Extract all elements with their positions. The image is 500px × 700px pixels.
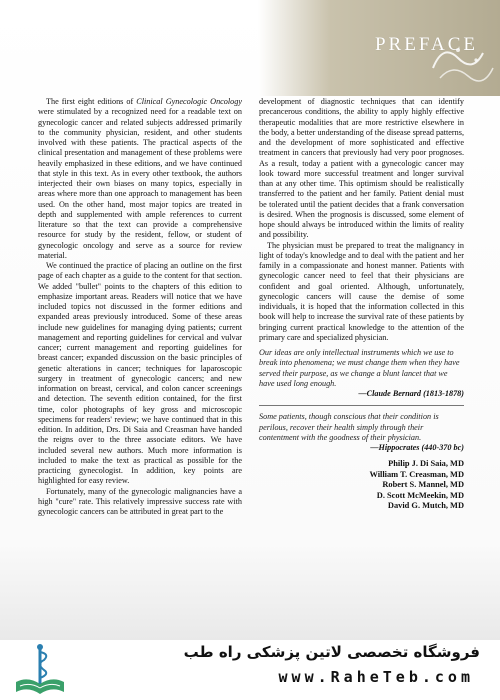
quote-text: Some patients, though conscious that their condition is perilous, recover their health simply through their contentment with the goodness of their physician. xyxy=(259,412,439,442)
medical-books-icon xyxy=(10,642,70,698)
epigraphs xyxy=(259,348,464,453)
quote-attribution: —Claude Bernard (1813-1878) xyxy=(358,389,464,398)
paragraph: Fortunately, many of the gynecologic malignancies have a high "cure" rate. This relatively impressive success rate with gynecologic cancers can be attributed in great part to the xyxy=(38,486,242,516)
paragraph: The first eight editions of Clinical Gynecologic Oncology were stimulated by a recognized need for a readable text on gynecologic cancer and related subjects addressed primarily to the community physician, resident, and other students involved with these patients. The practical aspects of the clinical presentation and management of these problems were heavily emphasized in these editions, and we have continued that style in this text. As in every other textbook, the authors interjected their own biases on many topics, especially in areas where more than one approach to management has been used. On the other hand, most major topics are treated in depth and supplemented with ample references to current literature so that the text can provide a comprehensive resource for study by the resident, fellow, or student of gynecologic oncology and serve as a source for review material. xyxy=(38,97,242,260)
preface-header xyxy=(258,0,500,96)
author-name: Philip J. Di Saia, MD xyxy=(388,459,464,469)
store-url-link[interactable]: www.RaheTeb.com xyxy=(278,668,474,686)
left-column xyxy=(38,97,242,517)
author-name: Robert S. Mannel, MD xyxy=(382,480,464,490)
paragraph: development of diagnostic techniques that can identify precancerous conditions, the ability to apply highly effective therapeutic modalities that are more restrictive elsewhere in the body, a better understanding of the disease spread patterns, and the development of more sophisticated and effective treatment in cancers that previously had very poor prognoses. As a result, today a patient with a gynecologic cancer may look toward more successful treatment and longer survival than at any other time. This optimism should be realistically transferred to the patient and her family. Patient denial must be tolerated until the patient decides that a frank conversation is desired. When the prognosis is discussed, some element of hope should always be introduced within the limits of reality and possibility. xyxy=(259,97,464,240)
author-name: D. Scott McMeekin, MD xyxy=(376,490,464,500)
quote-attribution: —Hippocrates (440-370 bc) xyxy=(370,443,464,452)
paragraph: The physician must be prepared to treat the malignancy in light of today's knowledge and to deal with the patient and her family in a compassionate and honest manner. Patients with gynecologic cancer need to feel that their physicians are confident and goal oriented. Although, unfortunately, gynecologic cancers will cause the demise of some individuals, it is hoped that the information collected in this book will help to increase the survival rate of these patients by bringing current practical knowledge to the attention of the primary care and specialized physician. xyxy=(259,240,464,342)
store-banner[interactable] xyxy=(0,640,500,700)
divider xyxy=(259,405,464,406)
paragraph: We continued the practice of placing an outline on the first page of each chapter as a guide to the content for that section. We added "bullet" points to the chapters of this edition to emphasize important areas. Readers will notice that we have included topics not discussed in the former editions and expanded areas previously introduced. Some of these areas include new guidelines for managing dying patients; current management and reporting guidelines for cervical and vulvar cancer; current management and reporting guidelines for breast cancer; expanded discussion on the basic principles of genetic alterations in cancer; techniques for laparoscopic surgery in treatment of gynecologic cancers; and new information on breast, cervical, and colon cancer screenings and detection. The seventh edition contained, for the first time, color photographs of key gross and microscopic specimens for readers' review; we have continued that in this edition. In addition, Drs. Di Saia and Creasman have handed the reigns over to the three associate editors. We have included several new authors. Much more information is included to make the text as practical as possible for the practicing gynecologist. In addition, key points are highlighted for easy review. xyxy=(38,261,242,486)
author-list xyxy=(259,459,464,512)
author-name: David G. Mutch, MD xyxy=(387,501,464,511)
right-column xyxy=(259,97,464,512)
page-title: PREFACE xyxy=(374,34,478,55)
author-name: William T. Creasman, MD xyxy=(369,469,464,479)
store-name-text: فروشگاه تخصصی لاتین پزشکی راه طب xyxy=(183,643,480,661)
quote-text: Our ideas are only intellectual instruments which we use to break into phenomena; we must change them when they have served their purpose, as we change a blunt lancet that we have used long enough. xyxy=(259,348,460,388)
